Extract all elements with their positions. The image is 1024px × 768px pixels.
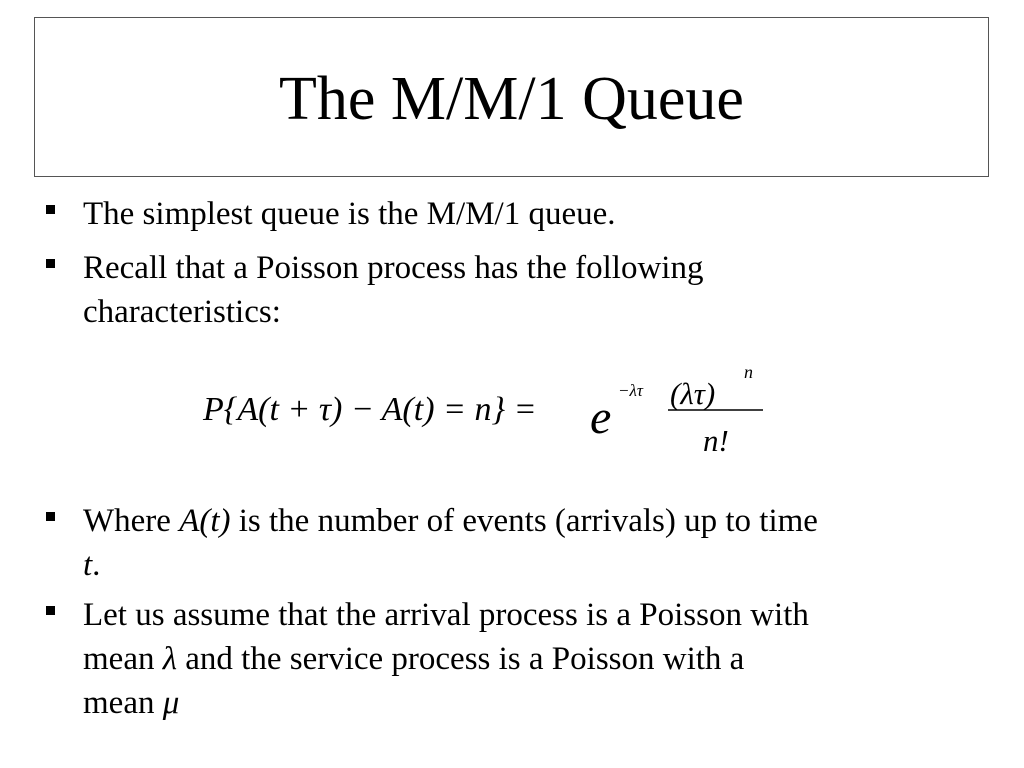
poisson-formula <box>200 358 780 468</box>
bullet-4-line-1: Let us assume that the arrival process is a Poisson with <box>83 597 809 633</box>
formula-numerator-power: n <box>744 362 753 382</box>
bullet-1-text: The simplest queue is the M/M/1 queue. <box>83 196 616 232</box>
bullet-4-line-2-post: and the service process is a Poisson with a <box>177 641 745 677</box>
bullet-4 <box>46 593 986 725</box>
title-box <box>34 17 989 177</box>
bullet-3-end: . <box>92 547 101 583</box>
bullet-2-text <box>83 246 986 334</box>
formula-base: e <box>590 391 612 444</box>
bullet-2-line-2: characteristics: <box>83 294 281 330</box>
bullet-marker <box>46 259 55 268</box>
bullet-3 <box>46 499 986 587</box>
bullet-4-text <box>83 593 986 725</box>
bullet-4-mu: μ <box>162 685 180 721</box>
bullet-3-var-t: t <box>83 547 93 583</box>
bullet-2 <box>46 246 986 334</box>
bullet-3-text <box>83 499 986 587</box>
slide-title: The M/M/1 Queue <box>279 65 744 133</box>
bullet-4-line-3-pre: mean <box>83 685 163 721</box>
bullet-2-line-1: Recall that a Poisson process has the following <box>83 250 704 286</box>
formula-numerator: (λτ) <box>670 376 716 411</box>
formula-lhs: P{A(t + τ) − A(t) = n} = <box>203 391 537 428</box>
bullet-3-pre: Where <box>83 503 180 539</box>
formula-exponent: −λτ <box>618 381 643 400</box>
formula-denominator: n! <box>703 423 729 458</box>
bullet-3-post: is the number of events (arrivals) up to time <box>230 503 818 539</box>
bullet-3-var-at: A(t) <box>179 503 231 539</box>
bullet-4-lambda: λ <box>162 641 178 677</box>
bullet-marker <box>46 606 55 615</box>
bullet-marker <box>46 512 55 521</box>
bullet-1 <box>46 192 986 236</box>
bullet-4-line-2-pre: mean <box>83 641 163 677</box>
bullet-marker <box>46 205 55 214</box>
